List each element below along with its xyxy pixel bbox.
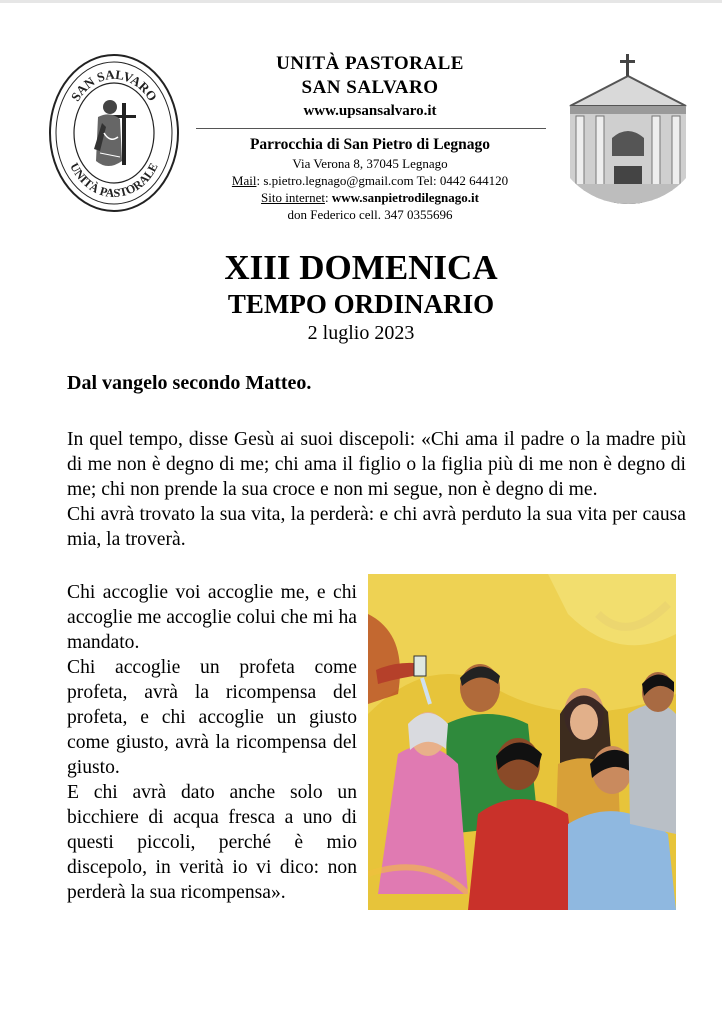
disciples-painting <box>368 574 676 910</box>
mail-and-phone[interactable]: : s.pietro.legnago@gmail.com Tel: 0442 644120 <box>256 173 509 188</box>
san-salvaro-seal-logo <box>48 53 180 213</box>
svg-text:UNITÀ PASTORALE: UNITÀ PASTORALE <box>67 160 161 201</box>
gospel-paragraph-1: In quel tempo, disse Gesù ai suoi discepoli: «Chi ama il padre o la madre più di me non è degno di me; chi ama il figlio o la figlia più di me non è degno di me; chi non prende la sua croce e non mi segue, non è degno di me. <box>67 429 686 500</box>
header-divider <box>196 128 546 129</box>
parish-contact-line <box>190 172 550 189</box>
svg-text:SAN SALVARO: SAN SALVARO <box>67 66 161 104</box>
liturgy-title <box>0 248 722 346</box>
site-label: Sito internet <box>261 190 325 205</box>
parish-address: Via Verona 8, 37045 Legnago <box>292 156 448 171</box>
site-separator: : <box>324 190 332 205</box>
mail-label: Mail <box>231 173 257 188</box>
parish-header <box>190 52 550 223</box>
pastoral-unit-website[interactable]: www.upsansalvaro.it <box>303 103 437 119</box>
gospel-text-full-width <box>67 427 686 552</box>
gospel-text-column <box>67 580 357 905</box>
gospel-paragraph-2: Chi avrà trovato la sua vita, la perderà: e chi avrà perduto la sua vita per causa mia, la troverà. <box>67 504 686 550</box>
priest-contact: don Federico cell. 347 0355696 <box>287 207 453 222</box>
pastoral-unit-title: UNITÀ PASTORALE <box>276 53 464 74</box>
date: 2 luglio 2023 <box>307 322 415 344</box>
gospel-paragraph-3: Chi accoglie voi accoglie me, e chi accoglie me accoglie colui che mi ha mandato. <box>67 582 357 653</box>
gospel-heading: Dal vangelo secondo Matteo. <box>67 372 312 394</box>
parish-name: Parrocchia di San Pietro di Legnago <box>249 136 491 153</box>
parish-website-link[interactable]: www.sanpietrodilegnago.it <box>331 190 479 205</box>
sunday-title: XIII DOMENICA <box>224 248 498 287</box>
season-title: TEMPO ORDINARIO <box>227 289 495 319</box>
gospel-paragraph-4: Chi accoglie un profeta come profeta, avrà la ricompensa del profeta, e chi accoglie un giusto come giusto, avrà la ricompensa del giusto. <box>67 657 357 778</box>
gospel-paragraph-5: E chi avrà dato anche solo un bicchiere di acqua fresca a uno di questi piccoli, perché è mio discepolo, in verità io vi dico: non perderà la sua ricompensa». <box>67 782 357 903</box>
pastoral-unit-name: SAN SALVARO <box>301 77 439 98</box>
parish-website-line <box>190 189 550 206</box>
church-photo <box>548 46 708 206</box>
top-border <box>0 0 722 3</box>
